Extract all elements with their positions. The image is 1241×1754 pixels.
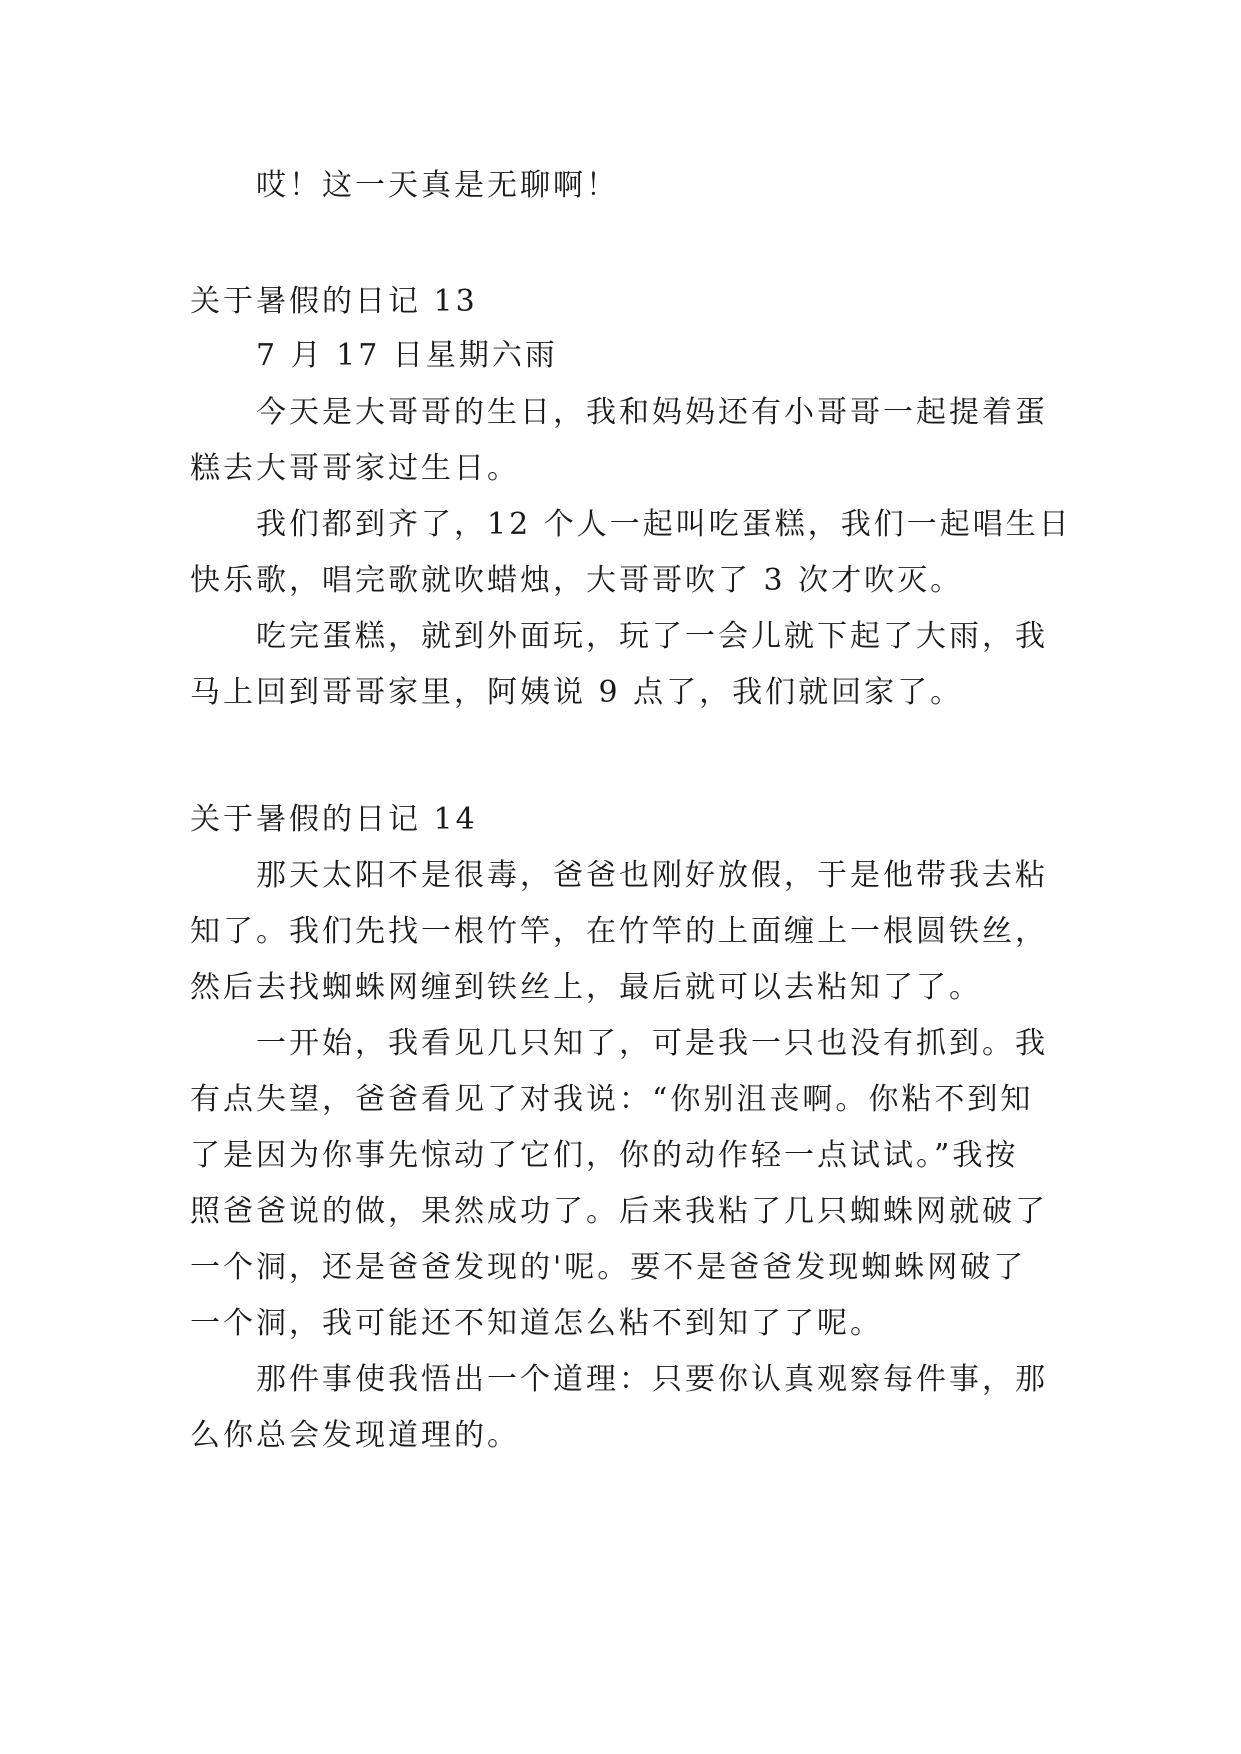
diary14-heading: 关于暑假的日记 14 [190,802,478,837]
diary13-paragraph-2-line-2: 快乐歌，唱完歌就吹蜡烛，大哥哥吹了 3 次才吹灭。 [190,563,964,598]
diary13-heading: 关于暑假的日记 13 [190,284,478,319]
diary14-paragraph-2-line-1: 一开始，我看见几只知了，可是我一只也没有抓到。我 [256,1026,1048,1061]
diary14-paragraph-2-line-6: 一个洞，我可能还不知道怎么粘不到知了了呢。 [190,1306,883,1341]
diary14-paragraph-3-line-1: 那件事使我悟出一个道理：只要你认真观察每件事，那 [256,1362,1048,1397]
diary14-paragraph-2-line-4: 照爸爸说的做，果然成功了。后来我粘了几只蜘蛛网就破了 [190,1194,1048,1229]
diary14-paragraph-2-line-3: 了是因为你事先惊动了它们，你的动作轻一点试试。”我按 [190,1138,1019,1173]
diary13-paragraph-1-line-1: 今天是大哥哥的生日，我和妈妈还有小哥哥一起提着蛋 [256,395,1048,430]
diary14-paragraph-2-line-5: 一个洞，还是爸爸发现的'呢。要不是爸爸发现蜘蛛网破了 [190,1250,1027,1285]
diary14-paragraph-1-line-2: 知了。我们先找一根竹竿，在竹竿的上面缠上一根圆铁丝， [190,914,1048,949]
diary13-paragraph-2-line-1: 我们都到齐了，12 个人一起叫吃蛋糕，我们一起唱生日 [256,507,1072,542]
diary14-paragraph-1-line-1: 那天太阳不是很毒，爸爸也刚好放假，于是他带我去粘 [256,858,1048,893]
intro-line: 哎！这一天真是无聊啊！ [256,168,619,203]
diary14-paragraph-1-line-3: 然后去找蜘蛛网缠到铁丝上，最后就可以去粘知了了。 [190,970,982,1005]
diary14-paragraph-2-line-2: 有点失望，爸爸看见了对我说：“你别沮丧啊。你粘不到知 [190,1082,1034,1117]
diary13-paragraph-3-line-1: 吃完蛋糕，就到外面玩，玩了一会儿就下起了大雨，我 [256,619,1048,654]
diary13-paragraph-1-line-2: 糕去大哥哥家过生日。 [190,451,520,486]
diary13-date: 7 月 17 日星期六雨 [256,338,558,373]
diary13-paragraph-3-line-2: 马上回到哥哥家里，阿姨说 9 点了，我们就回家了。 [190,675,964,710]
diary14-paragraph-3-line-2: 么你总会发现道理的。 [190,1418,520,1453]
